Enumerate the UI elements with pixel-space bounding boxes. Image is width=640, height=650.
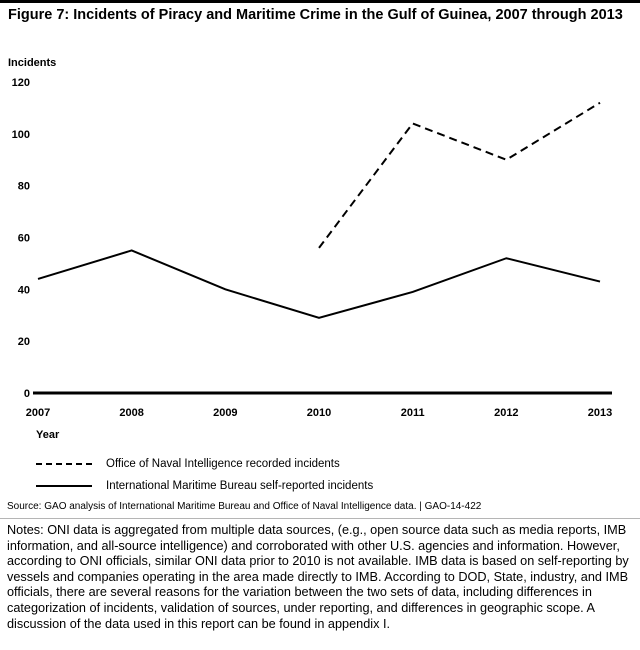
top-rule bbox=[0, 0, 640, 3]
x-tick-label: 2008 bbox=[119, 407, 144, 419]
y-tick-labels bbox=[12, 77, 30, 400]
x-axis-title: Year bbox=[36, 429, 60, 441]
y-tick-label: 100 bbox=[11, 128, 30, 141]
legend-label-oni: Office of Naval Intelligence recorded incidents bbox=[106, 458, 340, 470]
legend-item-oni bbox=[36, 455, 373, 473]
dashed-line-swatch bbox=[36, 463, 92, 465]
x-tick-labels bbox=[26, 407, 612, 419]
y-tick-label: 0 bbox=[23, 388, 30, 400]
y-tick-label: 40 bbox=[17, 284, 30, 297]
solid-line-swatch bbox=[36, 485, 92, 487]
x-tick-label: 2011 bbox=[400, 407, 425, 419]
source-line: Source: GAO analysis of International Maritime Bureau and Office of Naval Intelligence data. | GAO-14-422 bbox=[7, 501, 482, 512]
notes-paragraph: Notes: ONI data is aggregated from multiple data sources, (e.g., open source data such as media reports, IMB information, and all-source intelligence) and corroborated with other U.S. agencies and information. However, according to ONI officials, similar ONI data prior to 2010 is not available. IMB data is based on self-reporting by vessels and companies operating in the area made directly to IMB. According to DOD, State, industry, and IMB officials, there are several reasons for the variation between the two sets of data, including differences in categorization of incidents, validation of sources, under reporting, and differences in geographic scope. A discussion of the data used in this report can be found in appendix I. bbox=[7, 523, 629, 631]
y-tick-label: 120 bbox=[11, 77, 30, 89]
x-tick-label: 2010 bbox=[306, 407, 332, 419]
legend-label-imb: International Maritime Bureau self-reported incidents bbox=[106, 480, 374, 492]
x-tick-label: 2012 bbox=[494, 407, 519, 419]
legend-item-imb bbox=[36, 477, 373, 495]
y-tick-label: 20 bbox=[17, 336, 30, 349]
x-tick-label: 2013 bbox=[587, 407, 613, 419]
x-tick-label: 2007 bbox=[25, 407, 51, 419]
y-tick-label: 60 bbox=[17, 232, 30, 245]
series-line-dashed bbox=[319, 103, 600, 248]
y-axis-title: Incidents bbox=[8, 57, 57, 69]
notes-divider bbox=[0, 518, 640, 519]
figure-title: Figure 7: Incidents of Piracy and Maritime Crime in the Gulf of Guinea, 2007 through 2013 bbox=[8, 7, 623, 23]
series-lines bbox=[38, 103, 600, 318]
line-chart bbox=[0, 50, 640, 450]
y-tick-label: 80 bbox=[17, 180, 30, 193]
series-line-solid bbox=[38, 250, 600, 317]
legend bbox=[36, 455, 373, 499]
x-tick-label: 2009 bbox=[213, 407, 238, 419]
